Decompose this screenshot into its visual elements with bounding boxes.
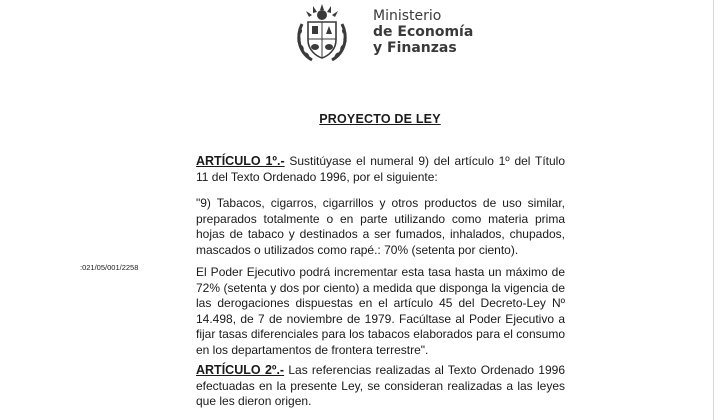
article-1-second-paragraph: El Poder Ejecutivo podrá incrementar esta tasa hasta un máximo de 72% (setenta y dos por ciento) a medida que disponga la vigencia de las derogaciones dispuestas en el artículo 45 del Decreto-Ley Nº 14.498, de 7 de noviembre de 1979. Facúltase al Poder Ejecutivo a fijar tasas diferenciales para los tabacos elaborados para el consumo en los departamentos de frontera terrestre". bbox=[196, 265, 565, 357]
coat-of-arms-icon bbox=[294, 4, 350, 64]
article-1-quoted-paragraph: "9) Tabacos, cigarros, cigarrillos y otros productos de uso similar, preparados totalmente o en parte utilizando como materia prima hojas de tabaco y destinados a ser fumados, inhalados, chupados, mascados o utilizados como rapé.: 70% (setenta por ciento). bbox=[196, 196, 565, 257]
article-2-text: Las referencias realizadas al Texto Ordenado 1996 efectuadas en la presente Ley, se consideran realizadas a las leyes que les dieron origen. bbox=[196, 363, 566, 408]
article-2-paragraph bbox=[196, 363, 565, 410]
article-1-paragraph bbox=[196, 154, 565, 185]
article-2-heading: ARTÍCULO 2º.- bbox=[196, 363, 285, 377]
side-reference-code: :021/05/001/2258 bbox=[80, 263, 139, 272]
page-edge-divider bbox=[713, 0, 714, 420]
ministry-line-3: y Finanzas bbox=[373, 40, 457, 56]
ministry-line-2: de Economía bbox=[373, 24, 474, 40]
article-1-heading: ARTÍCULO 1º.- bbox=[196, 154, 285, 168]
article-1-text: Sustitúyase el numeral 9) del artículo 1º del Título 11 del Texto Ordenado 1996, por el siguiente: bbox=[196, 154, 565, 184]
ministry-name bbox=[373, 8, 473, 56]
ministry-line-1: Ministerio bbox=[373, 8, 442, 24]
document-title: PROYECTO DE LEY bbox=[319, 112, 441, 126]
